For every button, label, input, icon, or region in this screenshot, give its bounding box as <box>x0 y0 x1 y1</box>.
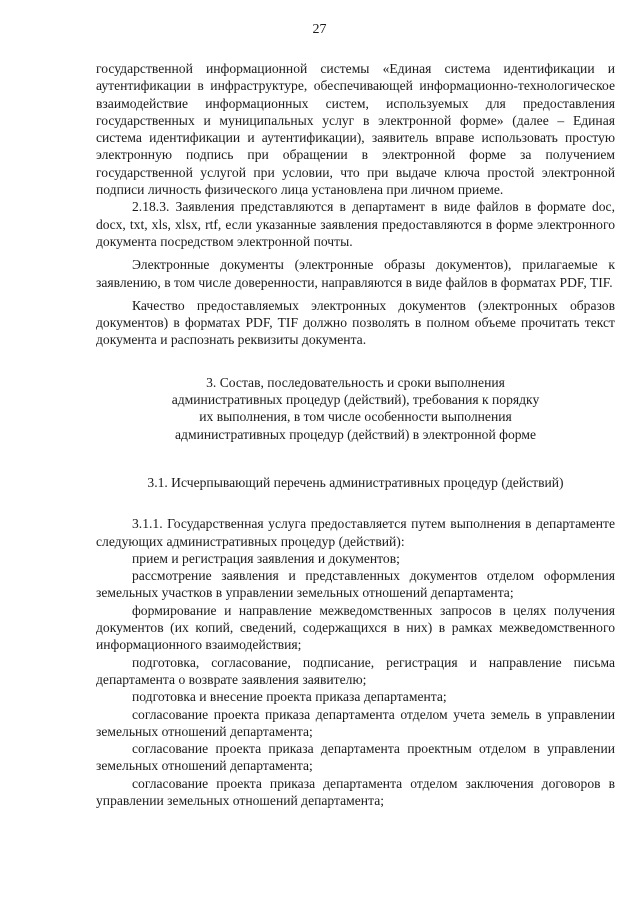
list-item: подготовка и внесение проекта приказа департамента; <box>132 689 447 705</box>
list-item: согласование проекта приказа департамента проектным отделом в управлении земельных отношений департамента; <box>96 741 615 774</box>
paragraph: государственной информационной системы «Единая система идентификации и аутентификации в инфраструктуре, обеспечивающей информационно-технологическое взаимодействие информационных систем, используемых для предоставления государственных и муниципальных услуг в электронной форме» (далее – Единая система идентификации и аутентификации), заявитель вправе использовать простую электронную подпись при обращении в электронной форме за получением государственной услугой при условии, что при выдаче ключа простой электронной подписи личность физического лица установлена при личном приеме. <box>96 61 615 198</box>
list-item: прием и регистрация заявления и документов; <box>132 550 400 566</box>
list-item: рассмотрение заявления и представленных документов отделом оформления земельных участков в управлении земельных отношений департамента; <box>96 568 615 601</box>
subsection-heading: 3.1. Исчерпывающий перечень административных процедур (действий) <box>147 474 564 490</box>
paragraph: Электронные документы (электронные образы документов), прилагаемые к заявлению, в том числе доверенности, направляются в виде файлов в форматах PDF, TIF. <box>96 257 615 290</box>
document-body <box>96 60 615 809</box>
paragraph: Качество предоставляемых электронных документов (электронных образов документов) в форматах PDF, TIF должно позволять в полном объеме прочитать текст документа и распознать реквизиты документа. <box>96 297 615 348</box>
list-item: подготовка, согласование, подписание, регистрация и направление письма департамента о возврате заявления заявителю; <box>96 654 615 687</box>
page-number: 27 <box>312 22 327 37</box>
list-item: формирование и направление межведомственных запросов в целях получения документов (их копий, сведений, содержащихся в них) в рамках межведомственного информационного взаимодействия; <box>96 602 615 653</box>
list-item: согласование проекта приказа департамента отделом заключения договоров в управлении земельных отношений департамента; <box>96 775 615 808</box>
section-heading: 3. Состав, последовательность и сроки выполнения административных процедур (действий), требования к порядку их выполнения, в том числе особенности выполнения административных процедур (действий) в электронной форме <box>171 374 540 442</box>
paragraph: 3.1.1. Государственная услуга предоставляется путем выполнения в департаменте следующих административных процедур (действий): <box>96 516 615 549</box>
list-item: согласование проекта приказа департамента отделом учета земель в управлении земельных отношений департамента; <box>96 706 615 739</box>
paragraph: 2.18.3. Заявления представляются в департамент в виде файлов в формате doc, docx, txt, xls, xlsx, rtf, если указанные заявления предоставляются в форме электронного документа посредством электронной почты. <box>96 199 615 249</box>
